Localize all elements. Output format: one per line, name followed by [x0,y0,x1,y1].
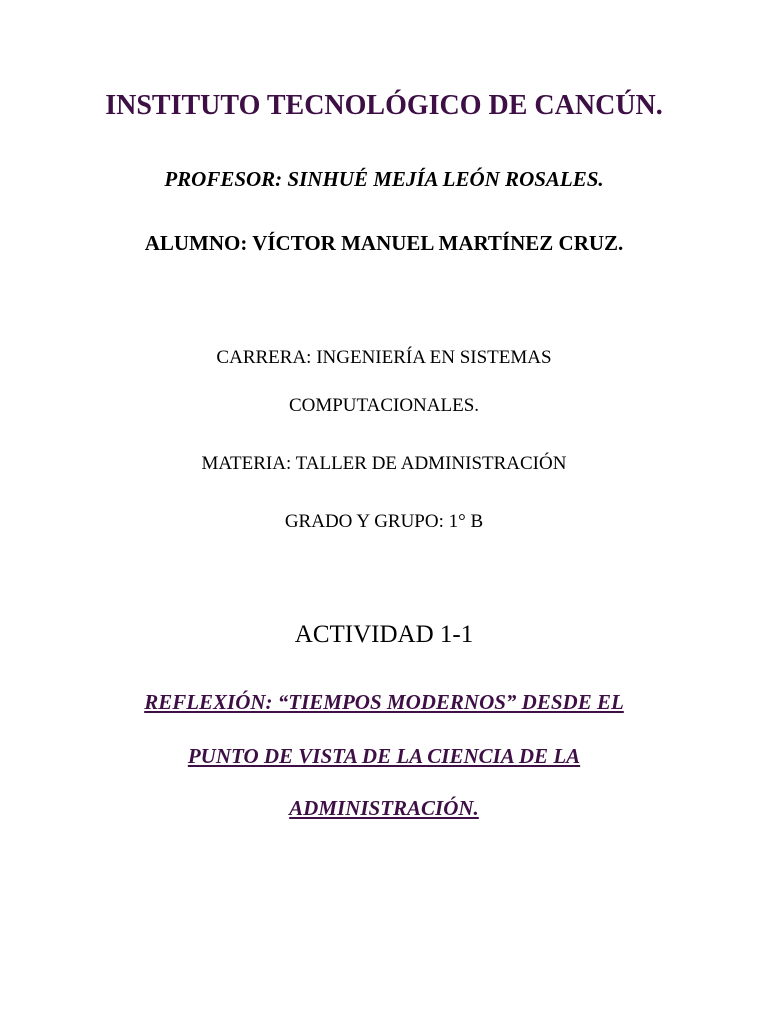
career-line-1: CARRERA: INGENIERÍA EN SISTEMAS [216,347,552,368]
institute-title: INSTITUTO TECNOLÓGICO DE CANCÚN. [105,90,663,121]
activity-title: ACTIVIDAD 1-1 [294,621,474,648]
reflection-title-line-1: REFLEXIÓN: “TIEMPOS MODERNOS” DESDE EL [144,690,624,714]
reflection-title-line-3: ADMINISTRACIÓN. [289,796,479,820]
career-line-2: COMPUTACIONALES. [288,395,480,416]
professor-name: PROFESOR: SINHUÉ MEJÍA LEÓN ROSALES. [164,167,604,191]
subject: MATERIA: TALLER DE ADMINISTRACIÓN [201,453,567,474]
grade-group: GRADO Y GRUPO: 1° B [284,511,484,532]
student-name: ALUMNO: VÍCTOR MANUEL MARTÍNEZ CRUZ. [144,231,624,255]
reflection-title-line-2: PUNTO DE VISTA DE LA CIENCIA DE LA [187,744,581,768]
